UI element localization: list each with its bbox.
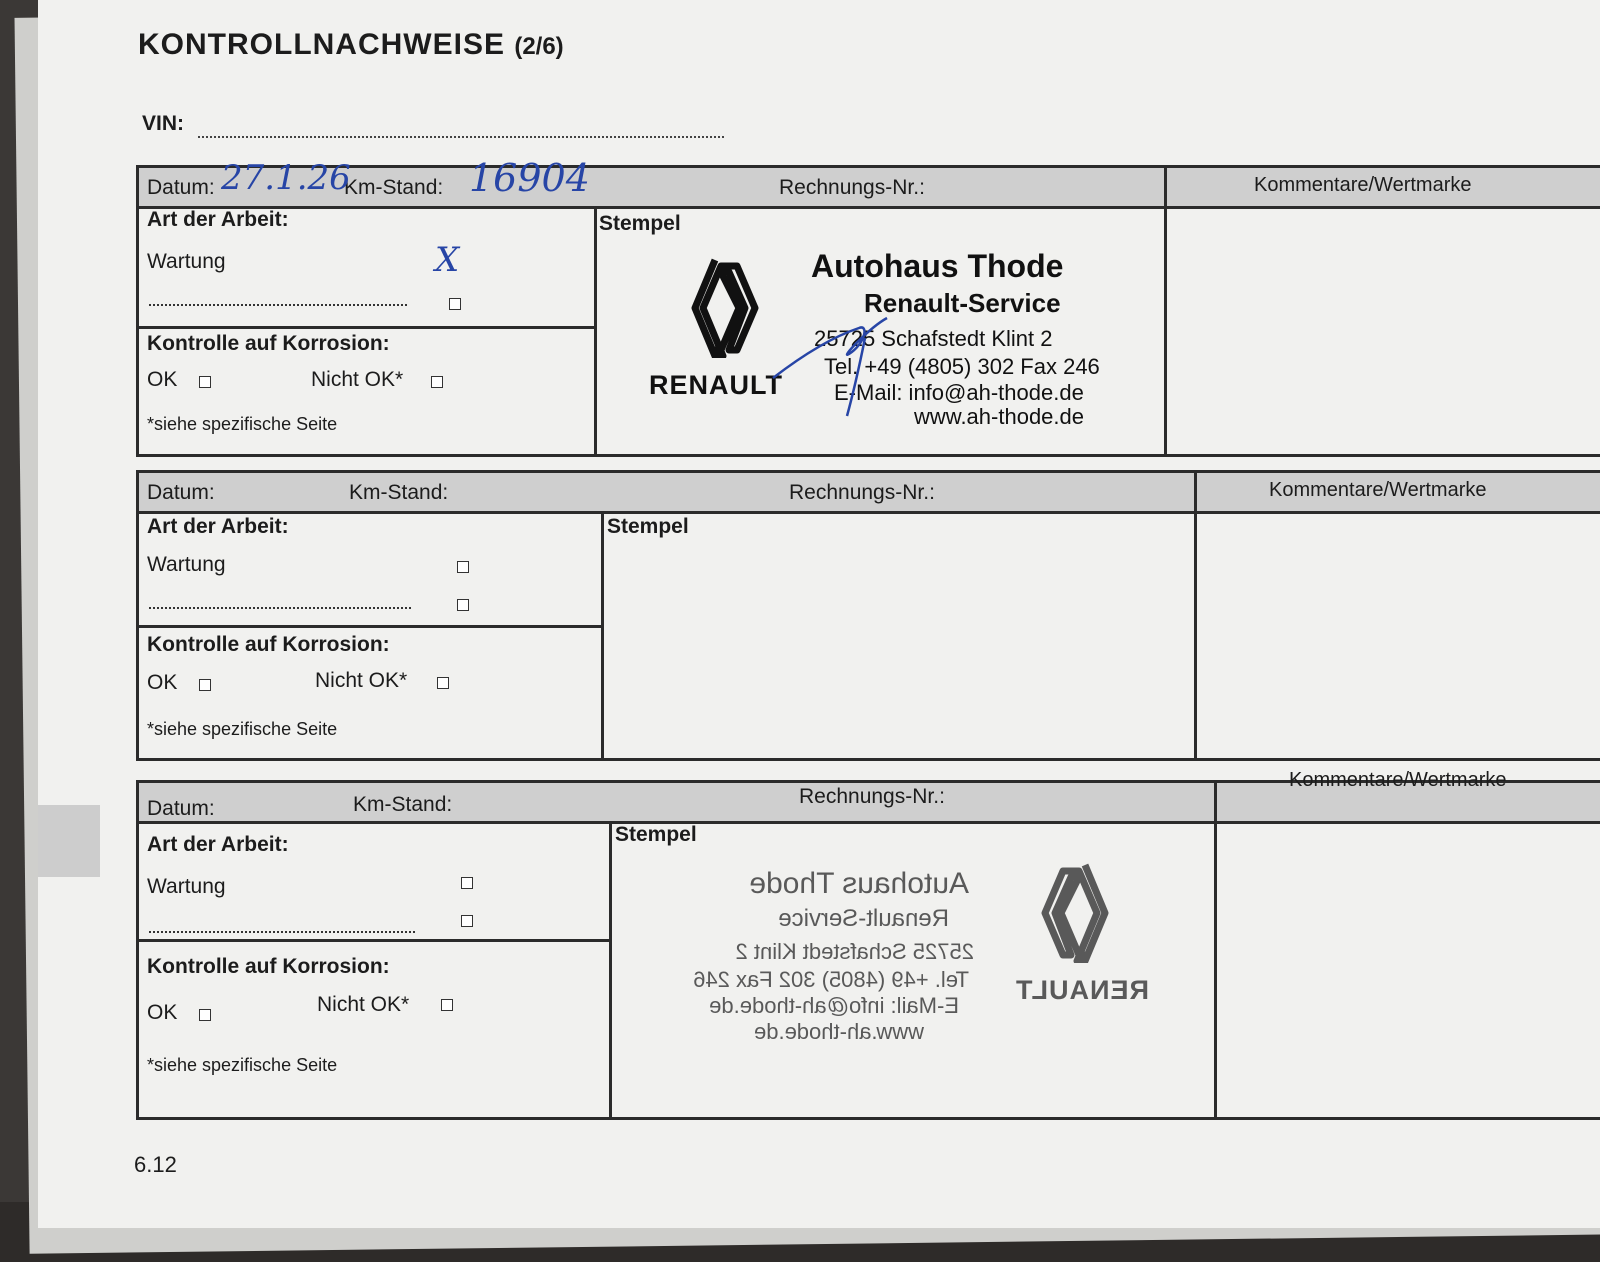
entry-header-2 xyxy=(139,473,1600,514)
page-title xyxy=(138,28,564,62)
ok-checkbox[interactable] xyxy=(199,679,211,691)
other-work-field[interactable] xyxy=(149,605,411,609)
stamp-web: www.ah-thode.de xyxy=(914,404,1084,429)
entry-header-1 xyxy=(139,168,1600,209)
page-title-part: (2/6) xyxy=(514,33,564,60)
wartung-checkbox[interactable] xyxy=(457,561,469,573)
signature-scribble xyxy=(769,298,899,418)
divider xyxy=(139,939,609,942)
divider xyxy=(594,206,597,454)
stempel-label: Stempel xyxy=(607,515,689,538)
datum-label: Datum: xyxy=(147,481,215,504)
dealer-stamp xyxy=(639,238,1139,429)
page-tab-marker xyxy=(38,805,100,877)
rechnungs-nr-label: Rechnungs-Nr.: xyxy=(779,176,925,199)
stamp-phone: Tel. +49 (4805) 302 Fax 246 xyxy=(824,354,1100,379)
ok-checkbox[interactable] xyxy=(199,376,211,388)
handwritten-mileage: 16904 xyxy=(469,156,590,200)
other-work-field[interactable] xyxy=(149,302,407,306)
stamp-address: 25725 Schafstedt Klint 2 xyxy=(814,326,1053,351)
art-der-arbeit-label: Art der Arbeit: xyxy=(147,833,289,856)
kommentare-label: Kommentare/Wertmarke xyxy=(1289,769,1507,791)
stamp-service: Renault-Service xyxy=(778,905,949,932)
nicht-ok-checkbox[interactable] xyxy=(437,677,449,689)
divider xyxy=(1194,473,1197,758)
stamp-email: E-Mail: info@ah-thode.de xyxy=(709,993,959,1018)
stempel-label: Stempel xyxy=(615,823,697,846)
stamp-phone: Tel. +49 (4805) 302 Fax 246 xyxy=(693,967,969,992)
footnote: *siehe spezifische Seite xyxy=(147,1055,338,1075)
rechnungs-nr-label: Rechnungs-Nr.: xyxy=(789,481,935,504)
nicht-ok-checkbox[interactable] xyxy=(431,376,443,388)
page-number: 6.12 xyxy=(134,1152,177,1177)
stempel-label: Stempel xyxy=(599,212,681,235)
km-stand-label: Km-Stand: xyxy=(344,176,444,199)
stamp-brand: RENAULT xyxy=(1015,975,1149,1005)
divider xyxy=(1214,783,1217,1117)
service-booklet-page xyxy=(38,0,1600,1228)
divider xyxy=(609,821,612,1117)
art-der-arbeit-label: Art der Arbeit: xyxy=(147,208,289,231)
kommentare-label: Kommentare/Wertmarke xyxy=(1269,479,1487,501)
footnote: *siehe spezifische Seite xyxy=(147,414,338,434)
ok-checkbox[interactable] xyxy=(199,1009,211,1021)
entry-block-3 xyxy=(136,769,1600,1120)
km-stand-label: Km-Stand: xyxy=(353,793,453,816)
page-title-main: KONTROLLNACHWEISE xyxy=(138,28,505,61)
stamp-dealer-name: Autohaus Thode xyxy=(749,867,969,900)
wartung-label: Wartung xyxy=(147,250,226,273)
stamp-service: Renault-Service xyxy=(864,288,1061,318)
stamp-address: 25725 Schafstedt Klint 2 xyxy=(735,939,974,964)
renault-logo-icon xyxy=(1033,863,1109,963)
art-der-arbeit-label: Art der Arbeit: xyxy=(147,515,289,538)
divider xyxy=(139,625,601,628)
stamp-email: E-Mail: info@ah-thode.de xyxy=(834,380,1084,405)
divider xyxy=(1164,168,1167,454)
entry-header-3 xyxy=(139,769,1600,824)
stamp-web: www.ah-thode.de xyxy=(754,1019,924,1044)
korrosion-label: Kontrolle auf Korrosion: xyxy=(147,955,390,978)
vin-label: VIN: xyxy=(142,112,184,135)
km-stand-label: Km-Stand: xyxy=(349,481,449,504)
korrosion-label: Kontrolle auf Korrosion: xyxy=(147,633,390,656)
handwritten-date: 27.1.26 xyxy=(221,158,351,198)
nicht-ok-label: Nicht OK* xyxy=(315,669,408,692)
stamp-brand: RENAULT xyxy=(649,370,783,400)
vin-field[interactable] xyxy=(198,118,724,138)
datum-label: Datum: xyxy=(147,797,215,820)
wartung-label: Wartung xyxy=(147,553,226,576)
stamp-offset-impression xyxy=(669,863,1169,1043)
renault-logo-icon xyxy=(691,258,767,358)
wartung-label: Wartung xyxy=(147,875,226,898)
wartung-check-mark: X xyxy=(435,240,460,280)
datum-label: Datum: xyxy=(147,176,215,199)
nicht-ok-label: Nicht OK* xyxy=(311,368,404,391)
divider xyxy=(139,326,594,329)
other-work-checkbox[interactable] xyxy=(461,915,473,927)
ok-label: OK xyxy=(147,1001,178,1024)
footnote: *siehe spezifische Seite xyxy=(147,719,338,739)
wartung-checkbox[interactable] xyxy=(461,877,473,889)
nicht-ok-checkbox[interactable] xyxy=(441,999,453,1011)
ok-label: OK xyxy=(147,671,178,694)
stamp-dealer-name: Autohaus Thode xyxy=(811,248,1064,284)
entry-block-1 xyxy=(136,156,1600,457)
korrosion-label: Kontrolle auf Korrosion: xyxy=(147,332,390,355)
divider xyxy=(601,511,604,758)
other-work-field[interactable] xyxy=(149,929,415,933)
other-work-checkbox[interactable] xyxy=(457,599,469,611)
kommentare-label: Kommentare/Wertmarke xyxy=(1254,174,1472,196)
nicht-ok-label: Nicht OK* xyxy=(317,993,410,1016)
rechnungs-nr-label: Rechnungs-Nr.: xyxy=(799,785,945,808)
entry-block-2 xyxy=(136,470,1600,761)
other-work-checkbox[interactable] xyxy=(449,298,461,310)
ok-label: OK xyxy=(147,368,178,391)
